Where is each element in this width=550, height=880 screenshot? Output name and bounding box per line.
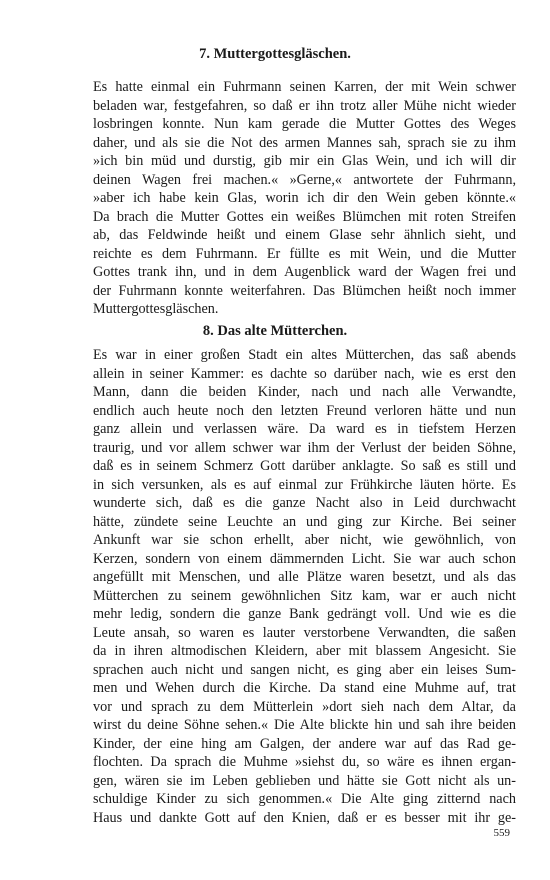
text-line: ab, das Feldwinde heißt und einem Glase sehr ähnlich sieht, und bbox=[93, 227, 516, 243]
text-line: traurig, und vor allem schwer war ihm der Verlust der beiden Söhne, bbox=[93, 439, 516, 456]
section-heading-7: 7. Muttergottesgläschen. bbox=[199, 46, 351, 62]
text-line: wirst du deine Söhne sehen.« Die Alte blickte hin und sah ihre beiden bbox=[93, 717, 516, 733]
text-line: daher, und als sie die Not des armen Mannes sah, sprach sie zu ihm bbox=[93, 134, 516, 151]
text-line: losbringen konnte. Nun kam gerade die Mutter Gottes des Weges bbox=[93, 116, 516, 132]
text-line: Ankunft war sie schon erhellt, aber nicht, wie gewöhnlich, von bbox=[93, 532, 516, 548]
text-line: flochten. Da sprach die Muhme »siehst du, so wäre es ihnen ergan- bbox=[93, 754, 516, 770]
section-body-8 bbox=[93, 346, 516, 827]
text-line: men und Wehen durch die Kirche. Da stand eine Muhme auf, trat bbox=[93, 680, 516, 696]
text-line: hätte, zündete seine Leuchte an und ging zur Kirche. Bei seiner bbox=[93, 513, 516, 530]
text-line: deinen Wagen frei machen.« »Gerne,« antwortete der Fuhrmann, bbox=[93, 171, 516, 188]
text-line: der Fuhrmann konnte weiterfahren. Das Blümchen heißt noch immer bbox=[93, 282, 516, 299]
text-line: beladen war, festgefahren, so daß er ihn trotz aller Mühe nicht wieder bbox=[93, 97, 516, 114]
text-line: Haus und dankte Gott auf den Knien, daß er es besser mit ihr ge- bbox=[93, 809, 516, 826]
text-line: ganz allein und verlassen wäre. Da ward es in tiefstem Herzen bbox=[93, 421, 516, 437]
text-line: daß es in seinem Schmerz Gott darüber anklagte. So saß es still und bbox=[93, 458, 516, 474]
text-line: angefüllt mit Menschen, und alle Plätze waren besetzt, und als das bbox=[93, 569, 516, 585]
text-line: allein in seiner Kammer: es dachte so darüber nach, wie es erst den bbox=[93, 365, 516, 382]
text-line: Mütterchen zu seinem gewöhnlichen Sitz kam, war er auch nicht bbox=[93, 587, 516, 604]
text-line: wunderte sich, daß es die ganze Nacht also in Leid durchwacht bbox=[93, 495, 516, 511]
text-line: vor und sprach zu dem Mütterlein »dort sieh nach dem Altar, da bbox=[93, 698, 516, 715]
text-line: mehr ledig, sondern die ganze Bank gedrängt voll. Und wie es die bbox=[93, 606, 516, 622]
text-line: da in ihren altmodischen Kleidern, aber mit blassem Angesicht. Sie bbox=[93, 643, 516, 659]
text-line: Da brach die Mutter Gottes ein weißes Blümchen mit roten Streifen bbox=[93, 208, 516, 225]
text-line: in sich versunken, als es auf einmal zur Frühkirche läuten hörte. Es bbox=[93, 476, 516, 493]
text-line: Leute ansah, so waren es lauter verstorbene Verwandten, die saßen bbox=[93, 624, 516, 641]
text-line: Es war in einer großen Stadt ein altes Mütterchen, das saß abends bbox=[93, 347, 516, 363]
text-line: Gottes trank ihn, und in dem Augenblick ward der Wagen frei und bbox=[93, 264, 516, 280]
text-line: Kerzen, sondern von einem dämmernden Licht. Sie war auch schon bbox=[93, 550, 516, 567]
text-line: »aber ich habe kein Glas, worin ich dir den Wein geben könnte.« bbox=[93, 190, 516, 206]
section-body-7 bbox=[93, 78, 516, 319]
text-line: endlich auch heute noch den letzten Freund verloren hätte und nun bbox=[93, 402, 516, 419]
text-line: schuldige Kinder zu sich genommen.« Die Alte ging zitternd nach bbox=[93, 791, 516, 807]
text-line: reichte es dem Fuhrmann. Er füllte es mit Wein, und die Mutter bbox=[93, 245, 516, 262]
text-line: Muttergottesgläschen. bbox=[93, 301, 219, 317]
text-line: »ich bin müd und durstig, gib mir ein Glas Wein, und ich will dir bbox=[93, 153, 516, 169]
text-line: Mann, dann die beiden Kinder, nach und nach alle Verwandte, bbox=[93, 384, 516, 400]
text-line: Es hatte einmal ein Fuhrmann seinen Karren, der mit Wein schwer bbox=[93, 79, 516, 95]
text-line: gen, wären sie im Leben geblieben und hätte sie Gott nicht als un- bbox=[93, 772, 516, 789]
text-line: Kinder, der eine hing am Galgen, der andere war auf das Rad ge- bbox=[93, 735, 516, 752]
text-line: sprachen auch nicht und sangen nicht, es ging aber ein leises Sum- bbox=[93, 661, 516, 678]
page-number: 559 bbox=[493, 827, 510, 839]
section-heading-8: 8. Das alte Mütterchen. bbox=[202, 323, 348, 339]
